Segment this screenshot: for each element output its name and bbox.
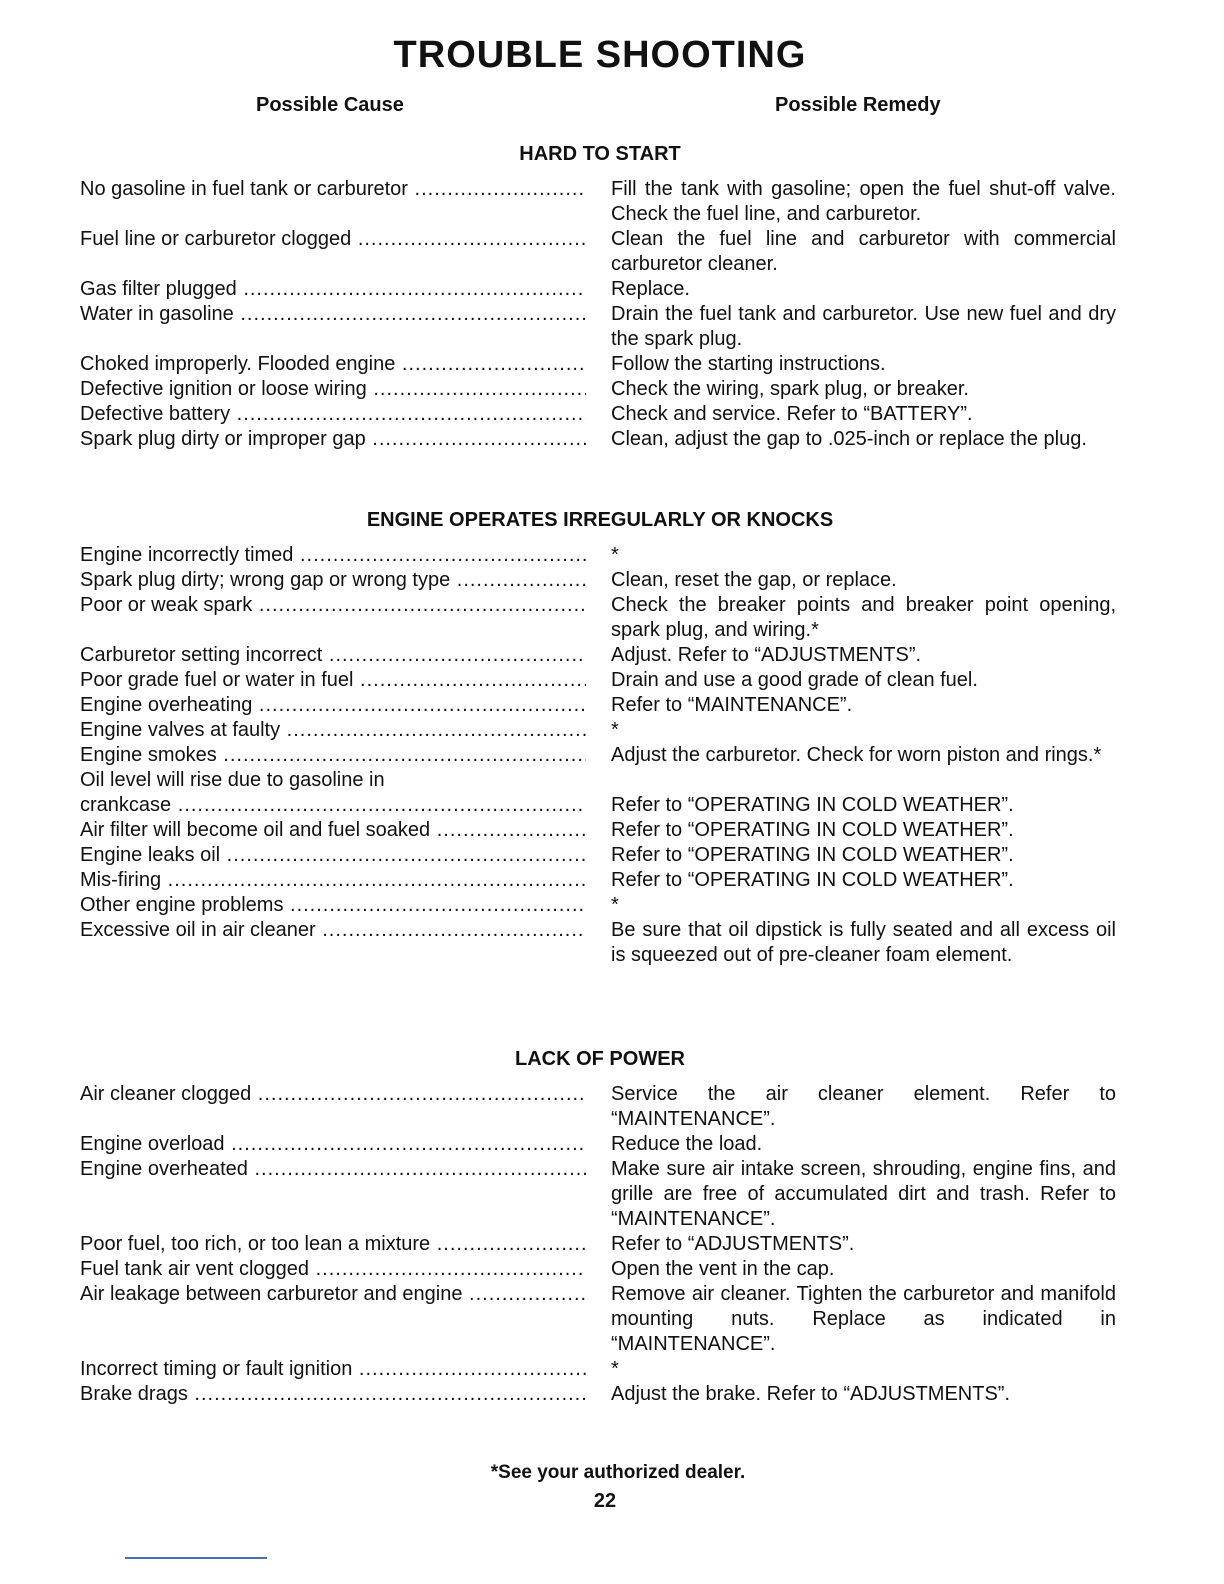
cause-cell	[80, 277, 586, 302]
remedy-cell: Adjust. Refer to “ADJUSTMENTS”.	[611, 644, 922, 666]
table-row	[80, 1382, 1120, 1407]
table-row	[80, 718, 1120, 743]
cause-text: Fuel line or carburetor clogged .....	[80, 227, 586, 252]
table-row	[80, 743, 1120, 768]
table-row	[80, 593, 1120, 643]
cause-cell	[80, 1282, 586, 1357]
cause-text: Oil level will rise due to gasoline in	[80, 769, 385, 791]
table-row	[80, 377, 1120, 402]
cause-cell	[80, 568, 586, 593]
remedy-cell: Adjust the brake. Refer to “ADJUSTMENTS”.	[611, 1383, 1011, 1405]
cause-text: Defective battery .....	[80, 402, 586, 427]
remedy-cell: Refer to “OPERATING IN COLD WEATHER”.	[611, 819, 1014, 841]
cause-text: Engine overheated .....	[80, 1157, 586, 1182]
remedy-cell: *	[611, 544, 619, 566]
cause-text: Spark plug dirty; wrong gap or wrong type .....	[80, 568, 586, 593]
table-row	[80, 693, 1120, 718]
section-title: HARD TO START	[519, 143, 681, 165]
cause-cell	[80, 227, 586, 277]
cause-cell	[80, 768, 586, 818]
cause-cell	[80, 377, 586, 402]
cause-text: Choked improperly. Flooded engine .....	[80, 352, 586, 377]
table-row	[80, 668, 1120, 693]
cause-text: Air cleaner clogged .....	[80, 1082, 586, 1107]
cause-cell	[80, 693, 586, 718]
cause-text: No gasoline in fuel tank or carburetor .....	[80, 177, 586, 202]
cause-cell	[80, 427, 586, 452]
cause-text: Defective ignition or loose wiring .....	[80, 377, 586, 402]
cause-cell	[80, 1357, 586, 1382]
remedy-cell: Refer to “OPERATING IN COLD WEATHER”.	[611, 794, 1014, 816]
cause-cell	[80, 1232, 586, 1257]
table-row	[80, 543, 1120, 568]
cause-cell	[80, 1382, 586, 1407]
table-row	[80, 868, 1120, 893]
cause-cell	[80, 1132, 586, 1157]
remedy-cell: Clean the fuel line and carburetor with commercial carburetor cleaner.	[611, 228, 1116, 275]
cause-cell	[80, 177, 586, 227]
cause-cell	[80, 868, 586, 893]
remedy-cell: *	[611, 1358, 619, 1380]
table-row	[80, 818, 1120, 843]
table-row	[80, 843, 1120, 868]
table-row	[80, 1082, 1120, 1132]
cause-text: Other engine problems .....	[80, 893, 586, 918]
cause-cell	[80, 843, 586, 868]
remedy-cell: Remove air cleaner. Tighten the carburetor and manifold mounting nuts. Replace as indicated in “MAINTENANCE”.	[611, 1283, 1116, 1355]
cause-text: Poor fuel, too rich, or too lean a mixture .....	[80, 1232, 586, 1257]
remedy-cell: Drain the fuel tank and carburetor. Use new fuel and dry the spark plug.	[611, 303, 1116, 350]
remedy-cell: Refer to “MAINTENANCE”.	[611, 694, 853, 716]
cause-cell	[80, 352, 586, 377]
remedy-cell: Make sure air intake screen, shrouding, engine fins, and grille are free of accumulated dirt and trash. Refer to “MAINTENANCE”.	[611, 1158, 1116, 1230]
remedy-cell: Fill the tank with gasoline; open the fuel shut-off valve. Check the fuel line, and carburetor.	[611, 178, 1116, 225]
possible-remedy-header: Possible Remedy	[775, 94, 941, 116]
remedy-cell: *	[611, 894, 619, 916]
cause-text: Engine leaks oil .....	[80, 843, 586, 868]
page-title: TROUBLE SHOOTING	[393, 34, 807, 76]
cause-text: Engine incorrectly timed .....	[80, 543, 586, 568]
remedy-cell: Refer to “OPERATING IN COLD WEATHER”.	[611, 869, 1014, 891]
remedy-cell: Service the air cleaner element. Refer to “MAINTENANCE”.	[611, 1083, 1116, 1130]
table-row	[80, 768, 1120, 818]
remedy-cell: Be sure that oil dipstick is fully seated and all excess oil is squeezed out of pre-cleaner foam element.	[611, 919, 1116, 966]
table-row	[80, 1232, 1120, 1257]
cause-text: Engine overload .....	[80, 1132, 586, 1157]
table-row	[80, 1257, 1120, 1282]
cause-text: Poor or weak spark .....	[80, 593, 586, 618]
table-row	[80, 1282, 1120, 1357]
cause-cell	[80, 918, 586, 968]
table-row	[80, 302, 1120, 352]
cause-text: Engine valves at faulty .....	[80, 718, 586, 743]
cause-text: Fuel tank air vent clogged .....	[80, 1257, 586, 1282]
page-number: 22	[593, 1490, 617, 1512]
table-row	[80, 352, 1120, 377]
table-row	[80, 893, 1120, 918]
cause-text: Excessive oil in air cleaner .....	[80, 918, 586, 943]
table-row	[80, 177, 1120, 227]
cause-cell	[80, 543, 586, 568]
cause-text: Water in gasoline .....	[80, 302, 586, 327]
remedy-cell: Adjust the carburetor. Check for worn piston and rings.*	[611, 744, 1102, 766]
table-row	[80, 427, 1120, 452]
cause-cell	[80, 302, 586, 352]
cause-cell	[80, 718, 586, 743]
remedy-cell: Clean, adjust the gap to .025-inch or replace the plug.	[611, 428, 1087, 450]
table-row	[80, 227, 1120, 277]
cause-cell	[80, 1157, 586, 1232]
remedy-cell: Follow the starting instructions.	[611, 353, 886, 375]
section-title: LACK OF POWER	[515, 1048, 685, 1070]
cause-cell	[80, 593, 586, 643]
table-row	[80, 1157, 1120, 1232]
remedy-cell: Open the vent in the cap.	[611, 1258, 835, 1280]
remedy-cell: Check the breaker points and breaker point opening, spark plug, and wiring.*	[611, 594, 1116, 641]
cause-text: Incorrect timing or fault ignition .....	[80, 1357, 586, 1382]
remedy-cell: Drain and use a good grade of clean fuel.	[611, 669, 978, 691]
cause-cell	[80, 643, 586, 668]
cause-cell	[80, 402, 586, 427]
remedy-cell: Check and service. Refer to “BATTERY”.	[611, 403, 973, 425]
table-row	[80, 918, 1120, 968]
cause-text: Brake drags .....	[80, 1382, 586, 1407]
remedy-cell: Refer to “ADJUSTMENTS”.	[611, 1233, 855, 1255]
table-row	[80, 1357, 1120, 1382]
remedy-cell: Reduce the load.	[611, 1133, 763, 1155]
cause-text: Mis-firing .....	[80, 868, 586, 893]
section-hard-to-start	[80, 141, 1120, 452]
remedy-cell: Replace.	[611, 278, 690, 300]
cause-text: crankcase .....	[80, 793, 586, 818]
cause-cell	[80, 1082, 586, 1132]
corner-rule	[125, 1557, 267, 1559]
table-row	[80, 277, 1120, 302]
table-row	[80, 402, 1120, 427]
cause-text: Spark plug dirty or improper gap .....	[80, 427, 586, 452]
remedy-cell: Refer to “OPERATING IN COLD WEATHER”.	[611, 844, 1014, 866]
cause-text: Air filter will become oil and fuel soaked .....	[80, 818, 586, 843]
table-row	[80, 568, 1120, 593]
cause-cell	[80, 1257, 586, 1282]
cause-text: Air leakage between carburetor and engine .....	[80, 1282, 586, 1307]
cause-text: Carburetor setting incorrect .....	[80, 643, 586, 668]
footnote: *See your authorized dealer.	[490, 1462, 746, 1483]
cause-cell	[80, 668, 586, 693]
possible-cause-header: Possible Cause	[256, 94, 404, 116]
cause-cell	[80, 893, 586, 918]
remedy-cell: Check the wiring, spark plug, or breaker.	[611, 378, 969, 400]
section-lack-of-power	[80, 1046, 1120, 1407]
table-row	[80, 643, 1120, 668]
cause-text: Engine smokes .....	[80, 743, 586, 768]
remedy-cell: *	[611, 719, 619, 741]
cause-text: Engine overheating .....	[80, 693, 586, 718]
table-row	[80, 1132, 1120, 1157]
cause-cell	[80, 743, 586, 768]
remedy-cell: Clean, reset the gap, or replace.	[611, 569, 897, 591]
section-engine-operates-irregularly	[80, 507, 1120, 968]
cause-text: Poor grade fuel or water in fuel .....	[80, 668, 586, 693]
section-title: ENGINE OPERATES IRREGULARLY OR KNOCKS	[366, 509, 834, 531]
cause-text: Gas filter plugged .....	[80, 277, 586, 302]
cause-cell	[80, 818, 586, 843]
